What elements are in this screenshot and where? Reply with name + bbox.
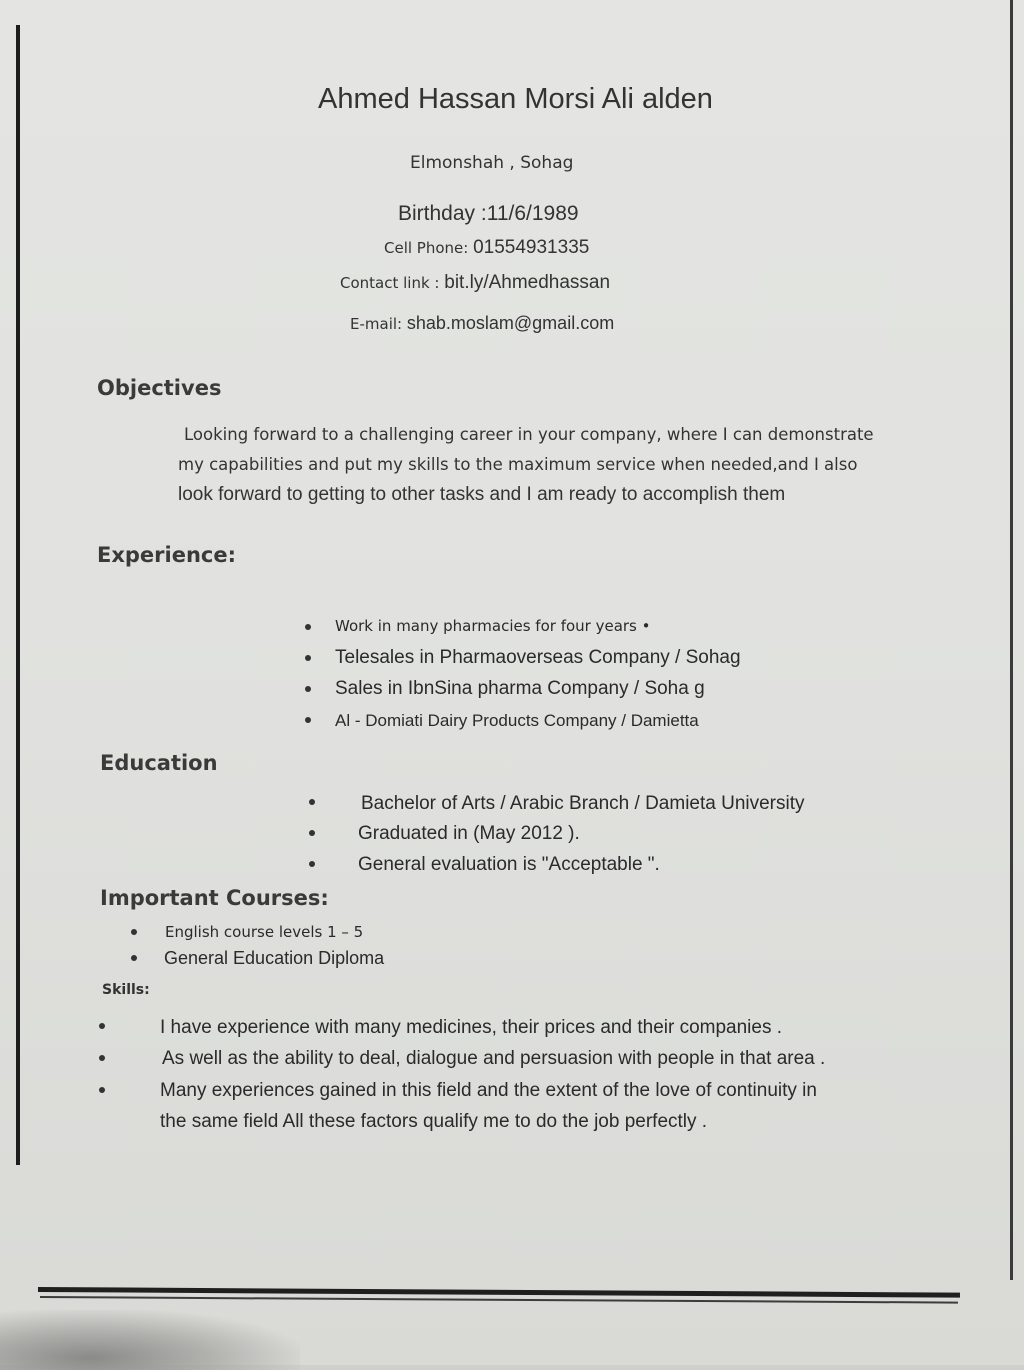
skills-item-2: As well as the ability to deal, dialogue and persuasion with people in that area . bbox=[162, 1048, 826, 1069]
bullet-icon bbox=[305, 655, 311, 661]
left-border-line bbox=[16, 25, 20, 1165]
email-label: E-mail: bbox=[350, 315, 407, 333]
education-item-2: Graduated in (May 2012 ). bbox=[358, 823, 580, 844]
education-item-1: Bachelor of Arts / Arabic Branch / Damieta University bbox=[361, 793, 805, 814]
experience-item-3: Sales in IbnSina pharma Company / Soha g bbox=[335, 678, 705, 699]
bullet-icon bbox=[99, 1023, 105, 1029]
contact-link-value: bit.ly/Ahmedhassan bbox=[444, 272, 611, 293]
applicant-name: Ahmed Hassan Morsi Ali alden bbox=[318, 83, 713, 115]
skills-heading: Skills: bbox=[102, 982, 150, 998]
right-border-line bbox=[1010, 0, 1013, 1280]
objectives-line-3: look forward to getting to other tasks and I am ready to accomplish them bbox=[178, 484, 786, 505]
experience-item-1: Work in many pharmacies for four years • bbox=[335, 617, 651, 635]
education-heading: Education bbox=[100, 751, 218, 775]
bullet-icon bbox=[305, 717, 311, 723]
bullet-icon bbox=[99, 1055, 105, 1061]
email bbox=[350, 313, 614, 334]
objectives-line-2: my capabilities and put my skills to the maximum service when needed,and I also bbox=[178, 455, 858, 474]
skills-item-3-continued: the same field All these factors qualify me to do the job perfectly . bbox=[160, 1111, 708, 1132]
location: Elmonshah , Sohag bbox=[410, 153, 574, 173]
contact-link-label: Contact link : bbox=[340, 274, 445, 292]
courses-item-1: English course levels 1 – 5 bbox=[165, 923, 364, 941]
bullet-icon bbox=[131, 955, 137, 961]
objectives-heading: Objectives bbox=[97, 376, 222, 400]
bullet-icon bbox=[305, 686, 311, 692]
objectives-line-1: Looking forward to a challenging career in your company, where I can demonstrate bbox=[184, 425, 874, 444]
bullet-icon bbox=[305, 624, 311, 630]
experience-item-4: Al - Domiati Dairy Products Company / Damietta bbox=[335, 711, 699, 730]
birthday: Birthday :11/6/1989 bbox=[398, 202, 579, 225]
education-item-3: General evaluation is "Acceptable ". bbox=[358, 854, 660, 875]
cell-phone bbox=[384, 237, 589, 259]
skills-item-3: Many experiences gained in this field and the extent of the love of continuity in bbox=[160, 1080, 817, 1101]
cell-phone-label: Cell Phone: bbox=[384, 239, 474, 257]
bullet-icon bbox=[309, 861, 315, 867]
courses-heading: Important Courses: bbox=[100, 886, 329, 910]
bottom-divider-line-thin bbox=[40, 1296, 958, 1304]
experience-item-2: Telesales in Pharmaoverseas Company / Sohag bbox=[335, 647, 741, 668]
email-value: shab.moslam@gmail.com bbox=[406, 313, 615, 333]
bullet-icon bbox=[131, 929, 137, 935]
bullet-icon bbox=[309, 830, 315, 836]
bullet-icon bbox=[99, 1087, 105, 1093]
skills-item-1: I have experience with many medicines, their prices and their companies . bbox=[160, 1017, 783, 1038]
bullet-icon bbox=[309, 799, 315, 805]
experience-heading: Experience: bbox=[97, 543, 237, 567]
shadow-overlay bbox=[0, 1310, 300, 1370]
cell-phone-value: 01554931335 bbox=[473, 237, 590, 258]
contact-link bbox=[340, 272, 610, 294]
courses-item-2: General Education Diploma bbox=[164, 948, 385, 968]
